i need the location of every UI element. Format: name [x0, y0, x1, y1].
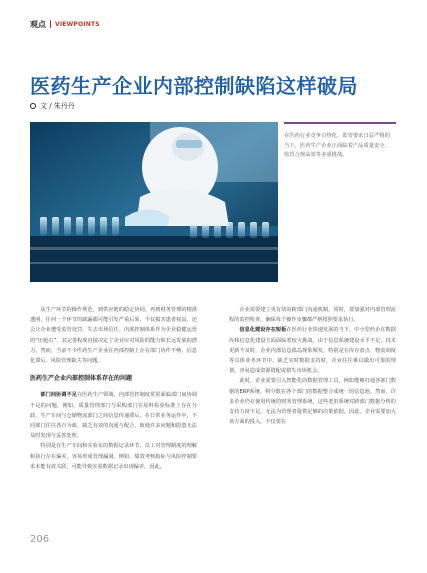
author-line [30, 101, 75, 111]
section-divider [50, 20, 51, 28]
lab-photo-illustration [30, 122, 278, 282]
page-number: 206 [30, 534, 50, 545]
article-photo [30, 122, 278, 282]
body-column-right [229, 305, 396, 427]
article-title: 医药生产企业内部控制缺陷这样破局 [30, 74, 358, 98]
paragraph-lead: 信息化建设存在短板 [239, 327, 287, 334]
body-paragraph: 部门间协调不足在医药生产领域，内部管控制度常常面临部门间协调不足的问题。例如，质量管理部门与采购部门在原料检验标准上存在分歧，生产车间与仓储物流部门之间信息传递滞后。在日常业务运作中，不同部门往往各自为政，缺乏有效的沟通与配合，致使许多问题和隐患无法及时发现与妥善处理。 [30, 392, 197, 440]
author-name: 文 / 朱丹丹 [40, 102, 75, 110]
section-label-en: VIEWPOINTS [55, 20, 100, 28]
pull-quote: 在医药行业竞争白热化、监管要求日益严格的当下，医药生产企业正面临着产品质量安全、监管合规高效等多重挑战。 [284, 133, 390, 159]
section-header [30, 18, 100, 30]
body-paragraph: 从生产环节的操作规范，到供应链的稳定协同，再到财务管理的精准透明，任何一个环节的疏漏都可能引发严重后果，不仅损害患者权益，还会让企业遭受监管处罚、失去市场信任。内部控制体系作为企业稳健运营的“压舱石”，其完善程度直接决定了企业应对风险的能力和长远发展的潜力。然而，当前不少医药生产企业在内部控制上存在部门协作不畅、信息化滞后、风险管理缺失等问题。 [30, 307, 197, 365]
section-label: 观点 [30, 19, 46, 29]
body-column-left [30, 305, 197, 472]
bullet-circle-icon [30, 103, 36, 109]
body-paragraph: 此时，企业需要引入智能化的数据管理工具，例如能够打通各部门数据的ERP系统，将分散在各个部门的数据整合成统一的信息池。然而，许多企业仍在使用传统的财务管理系统，这些老旧系统对跨部门数据分析的支持力度不足，无法为管理者提供足够的决策依据。因此，企业需要加大该方面的投入，不仅要在 [229, 378, 396, 426]
section-subheading: 医药生产企业内部控制体系存在的问题 [30, 375, 133, 383]
body-paragraph: 企业需要建立更有效的跨部门沟通机制，同时，要加强对内部管理流程的监控检查，确保每个操作步骤都严格按照要求执行。 [229, 307, 396, 324]
body-paragraph: 信息化建设存在短板在医药行业快速发展的当下，中小型药企在数据库和信息化建设方面面临着较大挑战。由于信息系统建设水平不足，技术更新不及时，企业内部信息孤岛现象频发。特别是在库存盘点、物流调度等具体业务环节中，缺乏实时数据支持时，企业往往难以做出可靠的规划，容易造成资源错配或错失市场机会。 [229, 327, 396, 375]
body-paragraph: 特别是在生产车间和实验室的数据记录环节，员工对管理制度的理解和执行存在偏差，容易形成管理漏洞。例如，绩效考核指标与风险控制要求未能有效关联，可能导致实验数据记录出现偏差。因此， [30, 443, 197, 470]
paragraph-lead: 部门间协调不足 [40, 392, 77, 399]
